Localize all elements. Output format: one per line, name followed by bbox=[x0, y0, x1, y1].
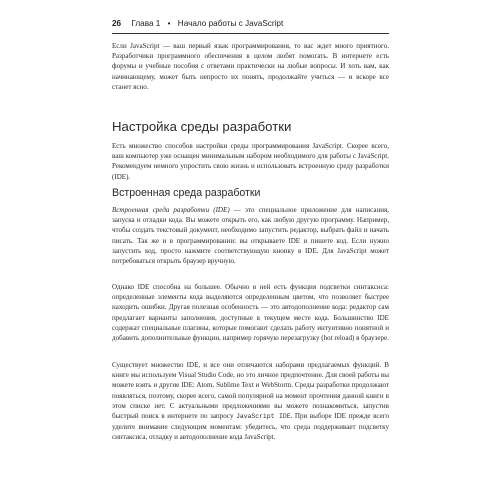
ide-choices-text: Существует множество IDE, и все они отличаются наборами предлагаемых функций. В книге мы используем Visual Studio Code, но это личное предпочтение. Для своей работы вы можете взять и другие IDE: Atom, Sublime Text и WebStorm. Среды разработки продолжают появляться, поэтому, скорее всего, самой популярной на момент прочтения данной книги в этом списке нет. С актуальными предложениями вы можете познакомиться, запустив быстрый поиск в интернете по запросу bbox=[112, 361, 389, 421]
running-header bbox=[112, 19, 388, 33]
intro-text: Если JavaScript — ваш первый язык программирования, то вас ждет много приятного. Разработчики программного обеспечения в целом любят помогать. В интернете есть форумы и учебные пособия с ответами практически на любые вопросы. И хоть вам, как начинающему, может быть непросто их понять, продолжайте учиться — и вскоре все станет ясно. bbox=[112, 42, 389, 91]
ide-definition-text: — это специальное приложение для написания, запуска и отладки кода. Вы можете открыть его, как любую другую программу. Например, чтобы создать текстовый документ, необходимо запустить редактор, выбрать файл и начать писать. Так же и в программировании: вы открываете IDE и пишете код. Если нужно запустить код, просто нажмите соответствующую кнопку в IDE. Для JavaScript может потребоваться открыть браузер вручную. bbox=[112, 206, 389, 266]
header-rule bbox=[112, 33, 389, 34]
ide-features-text: Однако IDE способна на большее. Обычно в ней есть функция подсветки синтаксиса: определенные элементы кода выделяются определенным цветом, что позволяет быстрее находить ошибки. Другая полезная особенность — это автодополнение кода: редактор сам предлагает варианты заполнения, доступные в текущем месте кода. Большинство IDE содержат специальные плагины, которые помогают сделать работу интуитивно понятной и добавить дополнительные функции, например горячую перезагрузку (hot reload) в браузере. bbox=[112, 283, 389, 343]
ide-paragraph-2 bbox=[112, 282, 389, 343]
page-number: 26 bbox=[112, 19, 122, 28]
chapter-title: Начало работы с JavaScript bbox=[177, 19, 284, 28]
search-query-code: JavaScript IDE bbox=[236, 413, 291, 421]
setup-paragraph bbox=[112, 141, 389, 182]
ide-choices-text-end: . При выборе IDE прежде всего уделите внимание следующим моментам: убедитесь, что среда поддерживает подсветку синтаксиса, отладку и автодополнение кода JavaScript. bbox=[112, 412, 389, 442]
section-heading-setup: Настройка среды разработки bbox=[112, 119, 292, 134]
ide-term: Встроенная среда разработки (IDE) bbox=[112, 206, 230, 214]
setup-text: Есть множество способов настройки среды программирования JavaScript. Скорее всего, ваш компьютер уже оснащен минимальным набором необходимого для работы с JavaScript. Рекомендуем немного упростить свою жизнь и использовать встроенную среду разработки (IDE). bbox=[112, 142, 389, 181]
subsection-heading-ide: Встроенная среда разработки bbox=[112, 187, 261, 199]
header-separator: • bbox=[167, 19, 171, 28]
ide-paragraph-3 bbox=[112, 360, 389, 443]
ide-paragraph-1 bbox=[112, 205, 389, 266]
intro-paragraph bbox=[112, 41, 389, 92]
chapter-label: Глава 1 bbox=[131, 19, 161, 28]
